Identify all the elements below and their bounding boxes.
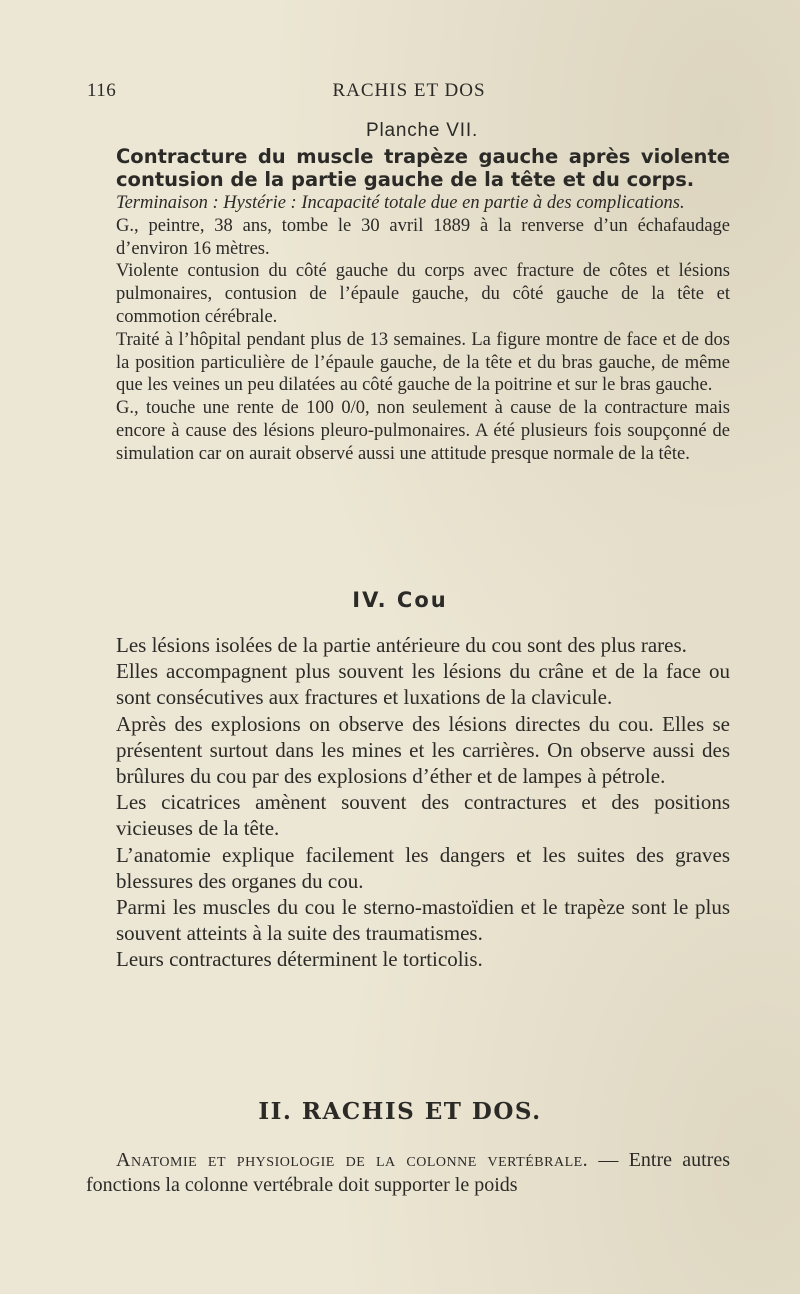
section-paragraph: Les cicatrices amènent souvent des contractures et des positions vicieuses de la tête.	[116, 790, 730, 841]
chapter-intro	[86, 1148, 730, 1198]
section-paragraph: Elles accompagnent plus souvent les lésions du crâne et de la face ou sont consécutives aux fractures et luxations de la clavicule.	[116, 659, 730, 710]
case-paragraph-3-text: Traité à l’hôpital pendant plus de 13 semaines. La figure montre de face et de dos la position particulière de l’épaule gauche, de la tête et du bras gauche, de même que les veines un peu dilatées au côté gauche de la poitrine et sur le bras gauche.	[116, 329, 730, 396]
intro-smallcaps: Anatomie et physiologie de la colonne vertébrale.	[116, 1149, 589, 1171]
plate-caption: Planche VII.	[365, 120, 479, 141]
termination-line	[116, 192, 730, 215]
case-paragraph-1	[116, 215, 730, 261]
intro-text: Entre autres fonctions la colonne vertébrale doit supporter le poids	[86, 1149, 730, 1196]
case-paragraph-4	[116, 397, 730, 465]
case-paragraph-2	[116, 260, 730, 328]
section-paragraph: Après des explosions on observe des lésions directes du cou. Elles se présentent surtout dans les mines et les carrières. On observe aussi des brûlures du cou par des explosions d’éther et de lampes à pétrole.	[116, 711, 730, 789]
intro-indent	[86, 1149, 116, 1171]
section-paragraph: Les lésions isolées de la partie antérieure du cou sont des plus rares.	[116, 633, 687, 657]
case-paragraph-1-text: G., peintre, 38 ans, tombe le 30 avril 1889 à la renverse d’un échafaudage d’environ 16 mètres.	[116, 215, 730, 259]
case-title: Contracture du muscle trapèze gauche après violente contusion de la partie gauche de la tête et du corps.	[116, 145, 730, 191]
section-paragraph: L’anatomie explique facilement les dangers et les suites des graves blessures des organes du cou.	[116, 842, 730, 893]
section-heading: IV. Cou	[352, 588, 448, 612]
termination-text: : Hystérie : Incapacité totale due en partie à des complications.	[207, 193, 685, 213]
termination-label: Terminaison	[116, 193, 208, 213]
case-paragraph-3	[116, 329, 730, 397]
page-header	[87, 80, 731, 106]
section-paragraph: Parmi les muscles du cou le sterno-mastoïdien et le trapèze sont le plus souvent atteints à la suite des traumatismes.	[116, 895, 730, 946]
running-head: RACHIS ET DOS	[332, 80, 486, 101]
case-description	[116, 192, 730, 466]
intro-dash: —	[588, 1149, 629, 1171]
case-paragraph-4-text: G., touche une rente de 100 0/0, non seulement à cause de la contracture mais encore à cause des lésions pleuro-pulmonaires. A été plusieurs fois soupçonné de simulation car on aurait observé aussi une attitude presque normale de la tête.	[116, 398, 730, 464]
page-number: 116	[87, 80, 117, 101]
chapter-heading: II. RACHIS ET DOS.	[258, 1098, 542, 1125]
section-body	[116, 632, 730, 973]
section-paragraph: Leurs contractures déterminent le torticolis.	[116, 947, 483, 972]
case-paragraph-2-text: Violente contusion du côté gauche du corps avec fracture de côtes et lésions pulmonaires, contusion de l’épaule gauche, du côté gauche de la tête et commotion cérébrale.	[116, 261, 730, 327]
